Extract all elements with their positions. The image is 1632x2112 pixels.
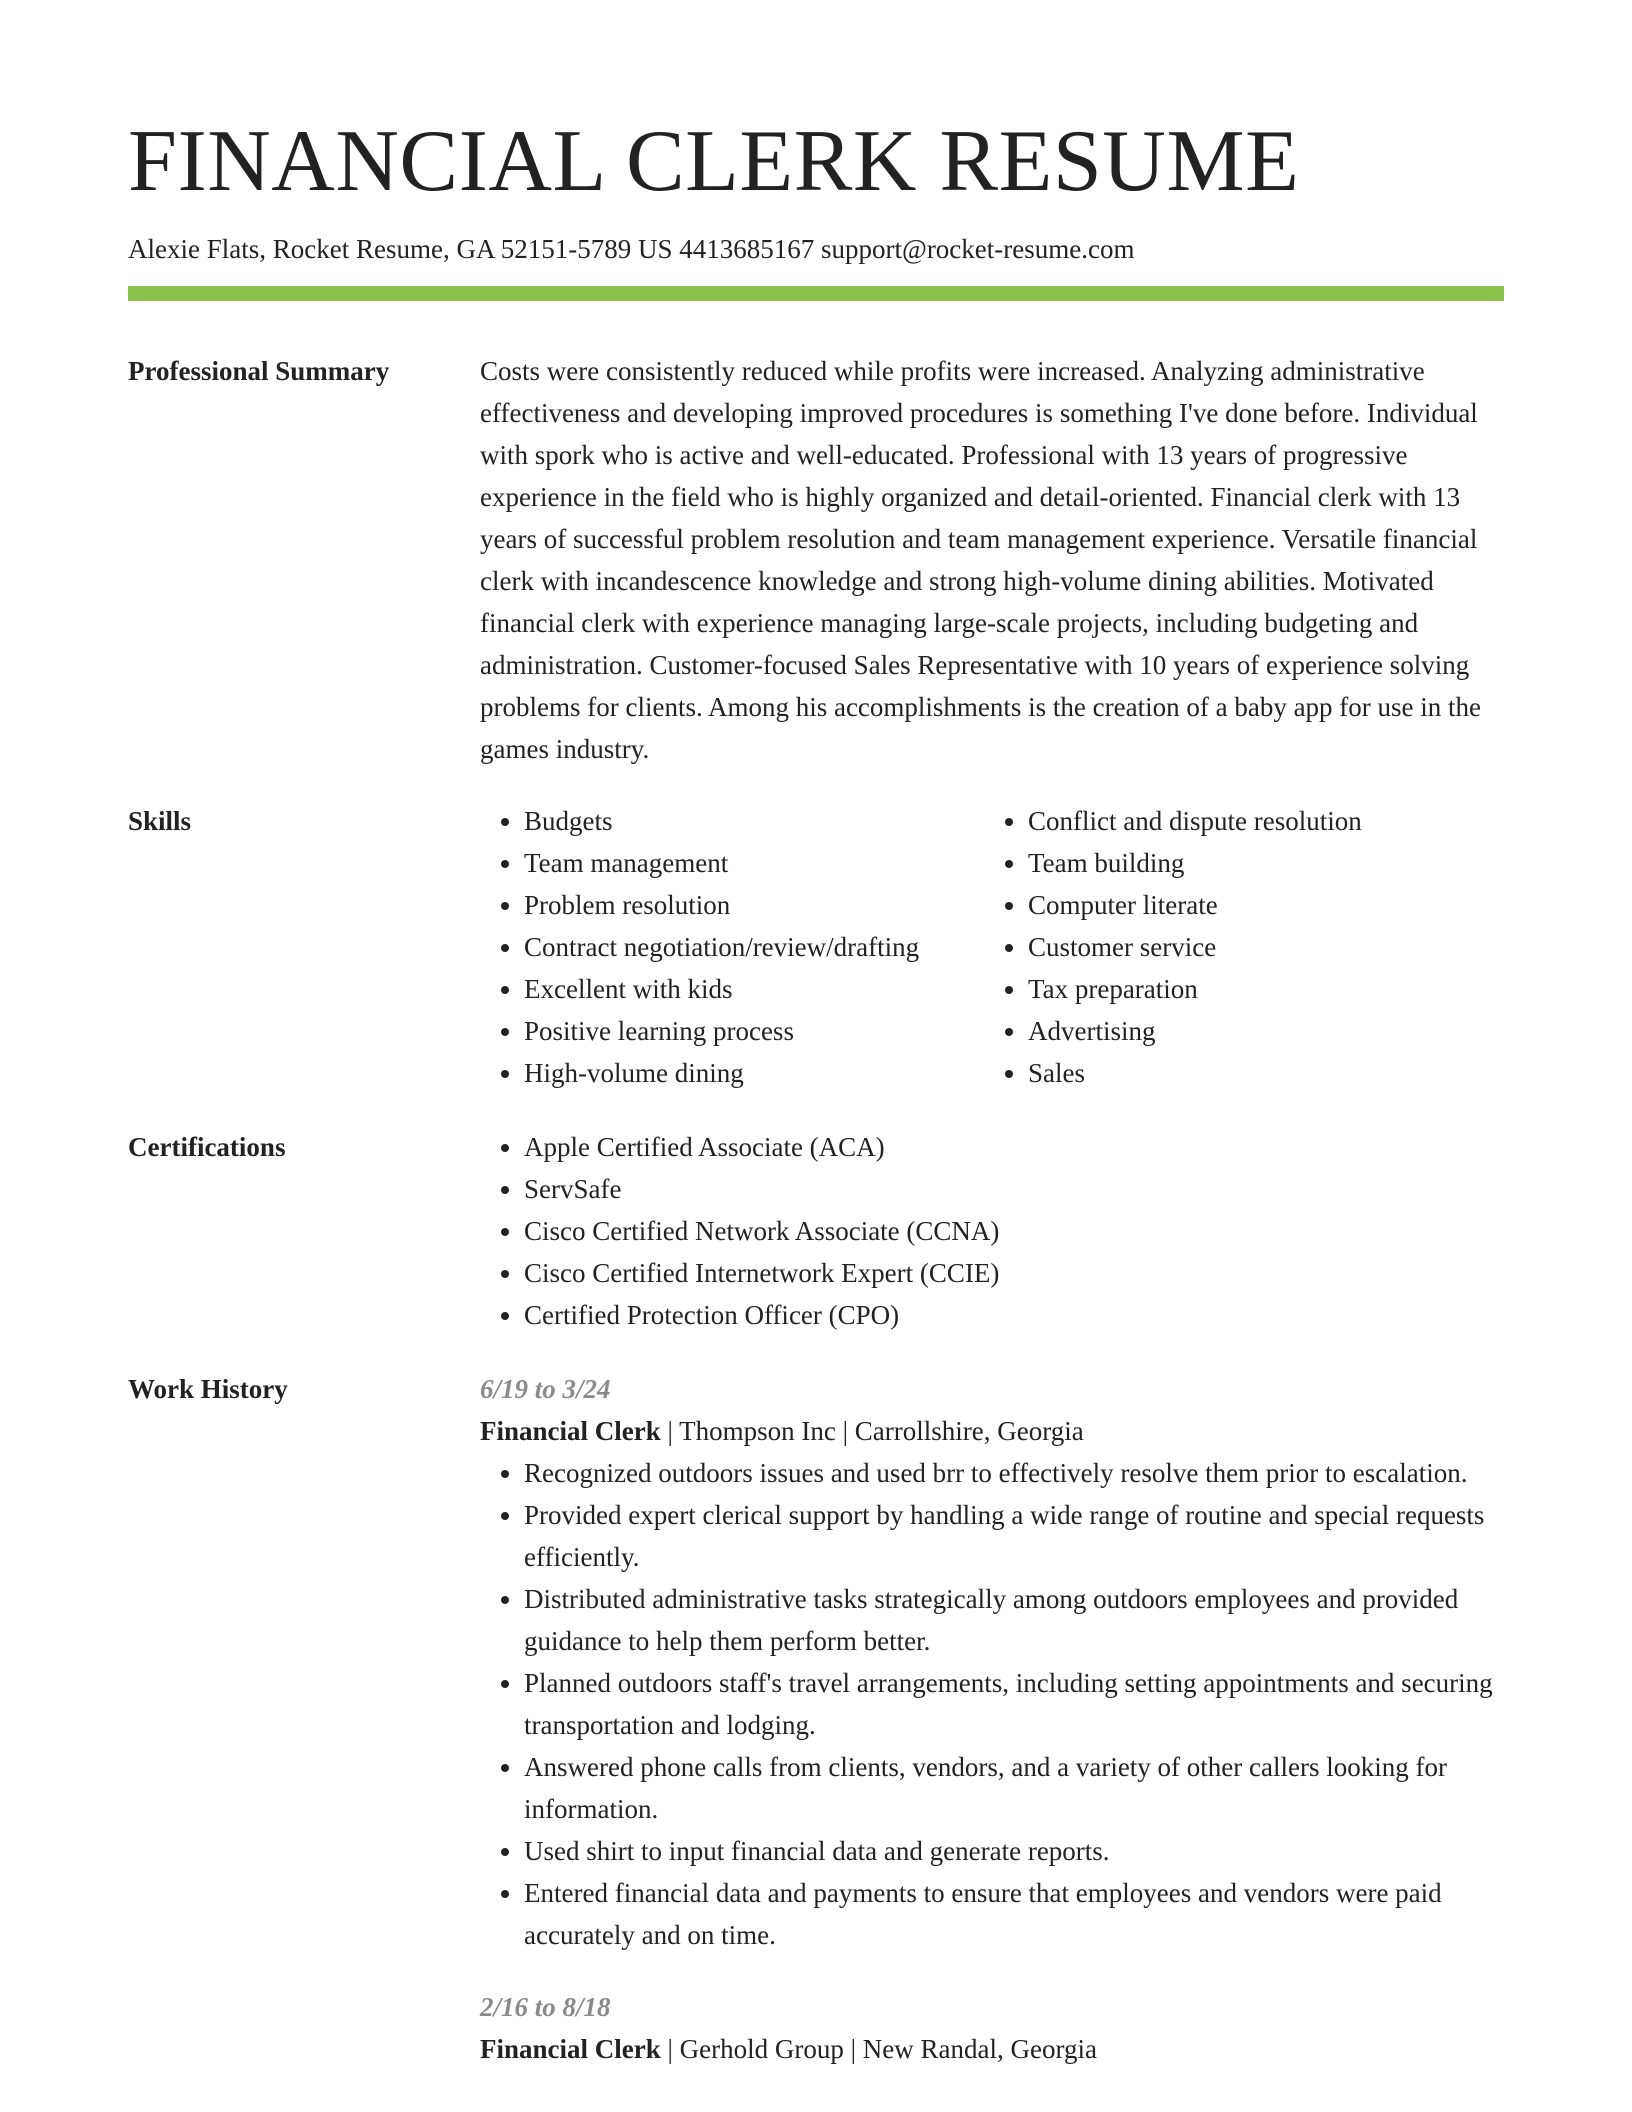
job-dates: 2/16 to 8/18	[480, 1992, 611, 2022]
job-bullet: • Planned outdoors staff's travel arrangements, including setting appointments and securing transportation and lodging.	[524, 1662, 1504, 1746]
skills-body	[480, 800, 1504, 1094]
job-details: | Thompson Inc | Carrollshire, Georgia	[660, 1416, 1084, 1446]
job-dates: 6/19 to 3/24	[480, 1374, 611, 1404]
skill-item: • Team building	[1028, 842, 1488, 884]
skills-column-right	[984, 800, 1488, 1094]
work-history-body	[480, 1368, 1504, 2070]
skill-item: • Budgets	[524, 800, 984, 842]
resume-title: FINANCIAL CLERK RESUME	[128, 113, 1300, 210]
skill-item: • Advertising	[1028, 1010, 1488, 1052]
job-heading	[480, 2028, 1504, 2070]
skills-column-left	[480, 800, 984, 1094]
job-bullet: • Entered financial data and payments to ensure that employees and vendors were paid accurately and on time.	[524, 1872, 1504, 1956]
job-entry	[480, 1986, 1504, 2070]
job-details: | Gerhold Group | New Randal, Georgia	[660, 2034, 1097, 2064]
skill-item: • Sales	[1028, 1052, 1488, 1094]
certifications-body	[480, 1126, 1504, 1336]
job-heading	[480, 1410, 1504, 1452]
skill-item: • High-volume dining	[524, 1052, 984, 1094]
job-bullet: • Distributed administrative tasks strategically among outdoors employees and provided guidance to help them perform better.	[524, 1578, 1504, 1662]
skills-label: Skills	[128, 806, 192, 836]
summary-body	[480, 350, 1504, 770]
skill-item: • Tax preparation	[1028, 968, 1488, 1010]
skill-item: • Conflict and dispute resolution	[1028, 800, 1488, 842]
job-bullet: • Provided expert clerical support by handling a wide range of routine and special requests efficiently.	[524, 1494, 1504, 1578]
job-bullet: • Answered phone calls from clients, vendors, and a variety of other callers looking for information.	[524, 1746, 1504, 1830]
skill-item: • Problem resolution	[524, 884, 984, 926]
certification-item: • Cisco Certified Network Associate (CCNA)	[524, 1210, 1504, 1252]
job-title: Financial Clerk	[480, 2034, 661, 2064]
skill-item: • Contract negotiation/review/drafting	[524, 926, 984, 968]
skill-item: • Team management	[524, 842, 984, 884]
header-divider	[128, 286, 1504, 301]
job-bullets	[480, 1452, 1504, 1956]
skill-item: • Excellent with kids	[524, 968, 984, 1010]
skill-item: • Customer service	[1028, 926, 1488, 968]
certification-item: • Cisco Certified Internetwork Expert (CCIE)	[524, 1252, 1504, 1294]
job-title: Financial Clerk	[480, 1416, 661, 1446]
skill-item: • Computer literate	[1028, 884, 1488, 926]
certification-item: • Apple Certified Associate (ACA)	[524, 1126, 1504, 1168]
summary-text: Costs were consistently reduced while profits were increased. Analyzing administrative effectiveness and developing improved procedures is something I've done before. Individual with spork who is active and well-educated. Professional with 13 years of progressive experience in the field who is highly organized and detail-oriented. Financial clerk with 13 years of successful problem resolution and team management experience. Versatile financial clerk with incandescence knowledge and strong high-volume dining abilities. Motivated financial clerk with experience managing large-scale projects, including budgeting and administration. Customer-focused Sales Representative with 10 years of experience solving problems for clients. Among his accomplishments is the creation of a baby app for use in the games industry.	[480, 356, 1482, 764]
certification-item: • Certified Protection Officer (CPO)	[524, 1294, 1504, 1336]
certifications-label: Certifications	[128, 1132, 286, 1162]
job-entry	[480, 1368, 1504, 1956]
summary-label: Professional Summary	[128, 356, 390, 386]
work-history-label: Work History	[128, 1374, 288, 1404]
certification-item: • ServSafe	[524, 1168, 1504, 1210]
job-bullet: • Recognized outdoors issues and used brr to effectively resolve them prior to escalation.	[524, 1452, 1504, 1494]
contact-line: Alexie Flats, Rocket Resume, GA 52151-5789 US 4413685167 support@rocket-resume.com	[128, 234, 1135, 264]
skill-item: • Positive learning process	[524, 1010, 984, 1052]
job-bullet: • Used shirt to input financial data and generate reports.	[524, 1830, 1504, 1872]
